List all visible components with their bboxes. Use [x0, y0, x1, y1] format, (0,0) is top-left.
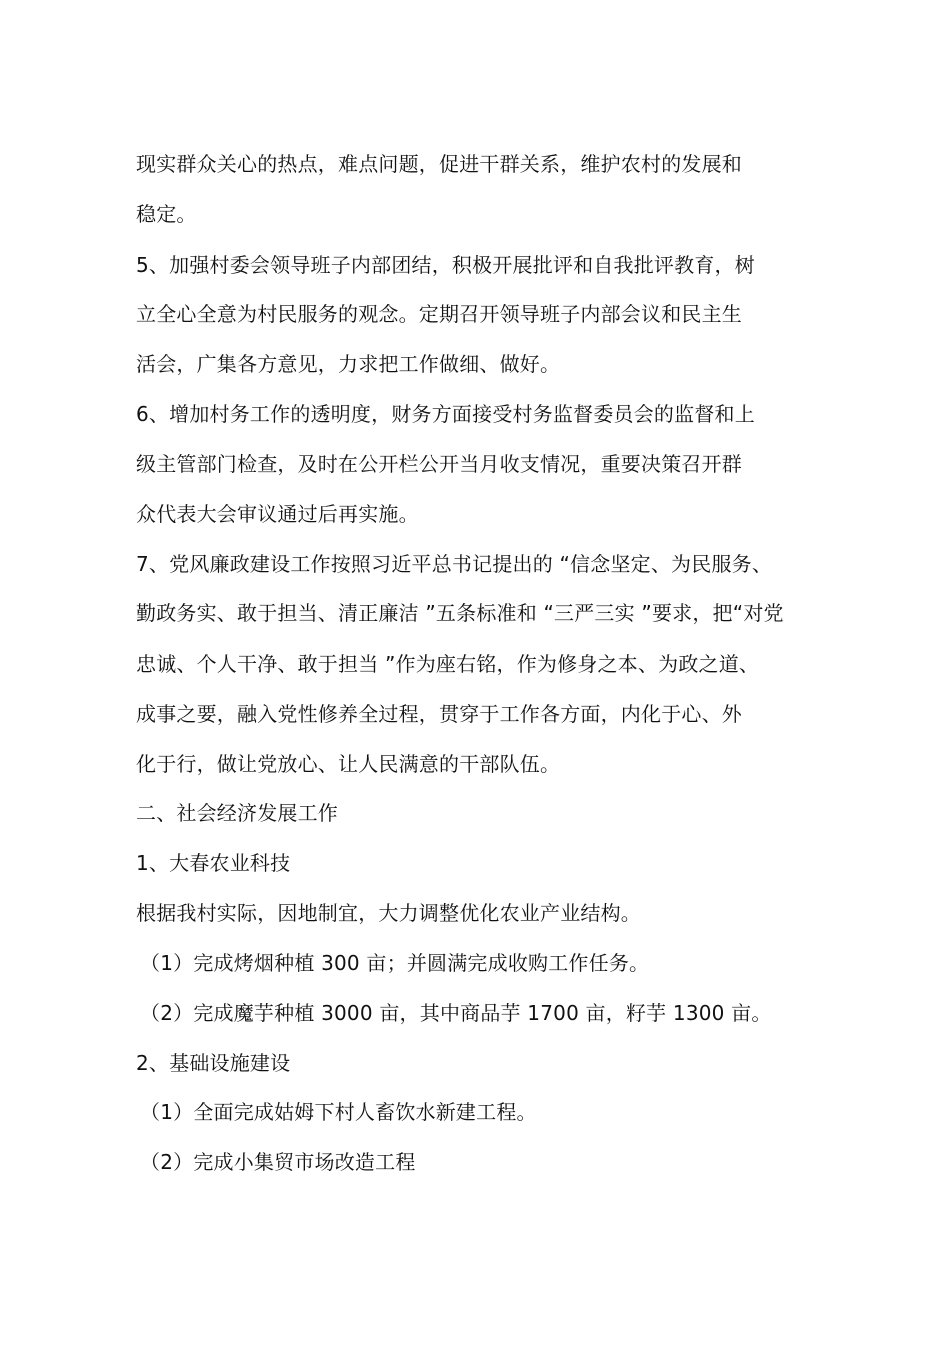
- paragraph-line: 现实群众关心的热点，难点问题，促进干群关系，维护农村的发展和: [136, 152, 742, 176]
- subsection-heading: 2、基础设施建设: [136, 1051, 291, 1075]
- list-item-7-line: 7、党风廉政建设工作按照习近平总书记提出的 “信念坚定、为民服务、: [136, 552, 773, 576]
- sub-list-item: （1）全面完成姑姆下村人畜饮水新建工程。: [140, 1100, 537, 1124]
- list-item-6-line: 级主管部门检查，及时在公开栏公开当月收支情况，重要决策召开群: [136, 452, 742, 476]
- list-item-6-line: 6、增加村务工作的透明度，财务方面接受村务监督委员会的监督和上: [136, 402, 755, 426]
- list-item-7-line: 忠诚、个人干净、敢于担当 ”作为座右铭，作为修身之本、为政之道、: [136, 652, 760, 676]
- list-item-7-line: 化于行，做让党放心、让人民满意的干部队伍。: [136, 752, 561, 776]
- sub-list-item: （2）完成魔芋种植 3000 亩，其中商品芋 1700 亩，籽芋 1300 亩。: [140, 1001, 772, 1025]
- sub-list-item: （1）完成烤烟种植 300 亩；并圆满完成收购工作任务。: [140, 951, 650, 975]
- list-item-7-line: 成事之要，融入党性修养全过程，贯穿于工作各方面，内化于心、外: [136, 702, 742, 726]
- list-item-5-line: 5、加强村委会领导班子内部团结，积极开展批评和自我批评教育，树: [136, 253, 755, 277]
- list-item-5-line: 活会，广集各方意见，力求把工作做细、做好。: [136, 352, 561, 376]
- list-item-6-line: 众代表大会审议通过后再实施。: [136, 502, 419, 526]
- list-item-7-line: 勤政务实、敢于担当、清正廉洁 ”五条标准和 “三严三实 ”要求，把“对党: [136, 601, 784, 625]
- section-heading: 二、社会经济发展工作: [136, 801, 338, 825]
- subsection-heading: 1、大春农业科技: [136, 851, 291, 875]
- sub-list-item: （2）完成小集贸市场改造工程: [140, 1150, 416, 1174]
- paragraph-line: 根据我村实际，因地制宜，大力调整优化农业产业结构。: [136, 901, 641, 925]
- list-item-5-line: 立全心全意为村民服务的观念。定期召开领导班子内部会议和民主生: [136, 302, 742, 326]
- paragraph-line: 稳定。: [136, 202, 197, 226]
